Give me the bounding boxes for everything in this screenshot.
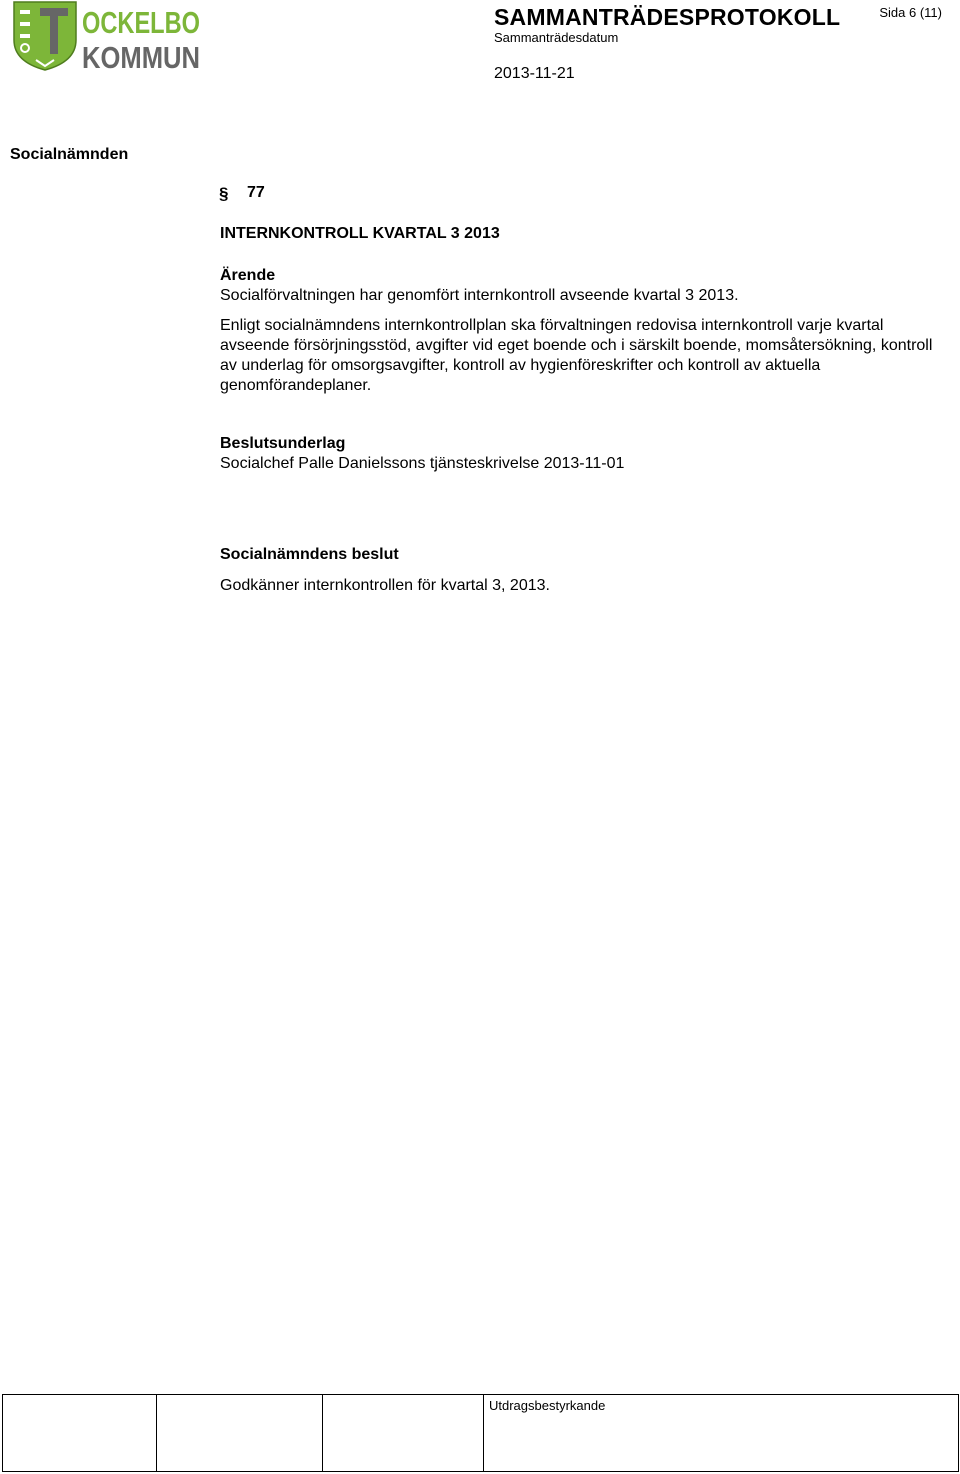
signature-cell (3, 1395, 157, 1472)
decision-text: Godkänner internkontrollen för kvartal 3, 2013. (220, 577, 550, 594)
committee-name: Socialnämnden (10, 146, 129, 163)
logo-text-line2: KOMMUN (82, 40, 200, 75)
meeting-date-label: Sammanträdesdatum (494, 30, 619, 45)
extract-certification-label: Utdragsbestyrkande (489, 1398, 606, 1413)
page-number: Sida 6 (11) (879, 5, 942, 20)
case-title: INTERNKONTROLL KVARTAL 3 2013 (220, 225, 500, 242)
body-paragraph: Enligt socialnämndens internkontrollplan ska förvaltningen redovisa internkontroll varje kvartal avseende försörjningsstöd, avgifter vid eget boende och i särskilt boende, momsåtersökning, kontroll av underlag för omsorgsavgifter, kontroll av hygienföreskrifter och kontroll av aktuella genomförandeplaner. (220, 317, 933, 394)
section-number: 77 (247, 184, 265, 201)
signature-cell (323, 1395, 484, 1472)
decision-heading: Socialnämndens beslut (220, 546, 399, 563)
logo-text-line1: OCKELBO (82, 5, 200, 40)
ockelbo-kommun-logo (10, 0, 202, 75)
extract-certification-cell (484, 1395, 959, 1472)
beslutsunderlag-text: Socialchef Palle Danielssons tjänsteskrivelse 2013-11-01 (220, 455, 625, 472)
arende-text: Socialförvaltningen har genomfört internkontroll avseende kvartal 3 2013. (220, 287, 739, 304)
signature-table (2, 1394, 959, 1472)
signature-cell (157, 1395, 323, 1472)
meeting-date: 2013-11-21 (494, 65, 575, 82)
arende-heading: Ärende (220, 267, 276, 284)
section-sign: § (219, 184, 229, 203)
document-title: SAMMANTRÄDESPROTOKOLL (494, 4, 841, 30)
beslutsunderlag-heading: Beslutsunderlag (220, 435, 346, 452)
